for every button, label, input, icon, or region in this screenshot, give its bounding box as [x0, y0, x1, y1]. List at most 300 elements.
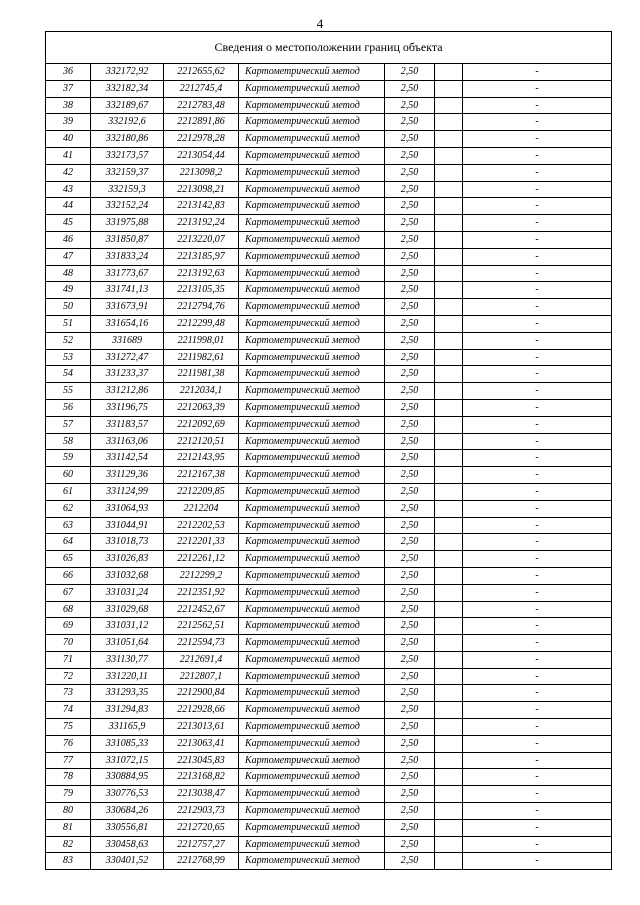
- table-row: [46, 114, 612, 131]
- description-cell: -: [463, 467, 612, 484]
- empty-cell: [435, 618, 463, 635]
- coordinate-y-cell: 2212143,95: [164, 450, 239, 467]
- table-row: [46, 786, 612, 803]
- empty-cell: [435, 198, 463, 215]
- method-cell: Картометрический метод: [239, 164, 385, 181]
- description-cell: -: [463, 483, 612, 500]
- coordinate-y-cell: 2213063,41: [164, 735, 239, 752]
- table-row: [46, 366, 612, 383]
- accuracy-cell: 2,50: [385, 114, 435, 131]
- empty-cell: [435, 80, 463, 97]
- table-row: [46, 517, 612, 534]
- description-cell: -: [463, 215, 612, 232]
- description-cell: -: [463, 164, 612, 181]
- accuracy-cell: 2,50: [385, 786, 435, 803]
- coordinate-x-cell: 330884,95: [91, 769, 164, 786]
- coordinate-y-cell: 2212655,62: [164, 64, 239, 81]
- coordinate-y-cell: 2213054,44: [164, 147, 239, 164]
- method-cell: Картометрический метод: [239, 299, 385, 316]
- description-cell: -: [463, 534, 612, 551]
- point-number-cell: 68: [46, 601, 91, 618]
- description-cell: -: [463, 551, 612, 568]
- method-cell: Картометрический метод: [239, 383, 385, 400]
- point-number-cell: 76: [46, 735, 91, 752]
- table-row: [46, 567, 612, 584]
- method-cell: Картометрический метод: [239, 416, 385, 433]
- accuracy-cell: 2,50: [385, 719, 435, 736]
- accuracy-cell: 2,50: [385, 836, 435, 853]
- point-number-cell: 47: [46, 248, 91, 265]
- description-cell: -: [463, 735, 612, 752]
- empty-cell: [435, 366, 463, 383]
- point-number-cell: 83: [46, 853, 91, 870]
- table-row: [46, 231, 612, 248]
- table-title: Сведения о местоположении границ объекта: [46, 32, 612, 64]
- table-row: [46, 803, 612, 820]
- method-cell: Картометрический метод: [239, 231, 385, 248]
- method-cell: Картометрический метод: [239, 786, 385, 803]
- point-number-cell: 40: [46, 131, 91, 148]
- table-row: [46, 164, 612, 181]
- table-header-row: [46, 32, 612, 64]
- coordinate-y-cell: 2212452,67: [164, 601, 239, 618]
- empty-cell: [435, 131, 463, 148]
- table-row: [46, 769, 612, 786]
- coordinate-x-cell: 331850,87: [91, 231, 164, 248]
- empty-cell: [435, 685, 463, 702]
- method-cell: Картометрический метод: [239, 265, 385, 282]
- coordinate-x-cell: 332152,24: [91, 198, 164, 215]
- method-cell: Картометрический метод: [239, 248, 385, 265]
- coordinate-x-cell: 331018,73: [91, 534, 164, 551]
- description-cell: -: [463, 299, 612, 316]
- page-number: 4: [316, 16, 324, 31]
- method-cell: Картометрический метод: [239, 366, 385, 383]
- coordinate-y-cell: 2212201,33: [164, 534, 239, 551]
- method-cell: Картометрический метод: [239, 702, 385, 719]
- empty-cell: [435, 836, 463, 853]
- description-cell: -: [463, 80, 612, 97]
- point-number-cell: 54: [46, 366, 91, 383]
- description-cell: -: [463, 97, 612, 114]
- coordinate-x-cell: 331072,15: [91, 752, 164, 769]
- coordinate-y-cell: 2212594,73: [164, 635, 239, 652]
- description-cell: -: [463, 635, 612, 652]
- point-number-cell: 46: [46, 231, 91, 248]
- point-number-cell: 58: [46, 433, 91, 450]
- accuracy-cell: 2,50: [385, 769, 435, 786]
- description-cell: -: [463, 567, 612, 584]
- point-number-cell: 61: [46, 483, 91, 500]
- point-number-cell: 66: [46, 567, 91, 584]
- coordinate-x-cell: 331654,16: [91, 315, 164, 332]
- table-row: [46, 416, 612, 433]
- accuracy-cell: 2,50: [385, 164, 435, 181]
- description-cell: -: [463, 450, 612, 467]
- table-row: [46, 383, 612, 400]
- empty-cell: [435, 332, 463, 349]
- method-cell: Картометрический метод: [239, 551, 385, 568]
- empty-cell: [435, 416, 463, 433]
- coordinate-x-cell: 331064,93: [91, 500, 164, 517]
- table-row: [46, 668, 612, 685]
- description-cell: -: [463, 685, 612, 702]
- method-cell: Картометрический метод: [239, 803, 385, 820]
- method-cell: Картометрический метод: [239, 735, 385, 752]
- accuracy-cell: 2,50: [385, 97, 435, 114]
- accuracy-cell: 2,50: [385, 551, 435, 568]
- coordinate-y-cell: 2212092,69: [164, 416, 239, 433]
- method-cell: Картометрический метод: [239, 769, 385, 786]
- coordinate-y-cell: 2212745,4: [164, 80, 239, 97]
- empty-cell: [435, 299, 463, 316]
- coordinate-y-cell: 2211998,01: [164, 332, 239, 349]
- description-cell: -: [463, 601, 612, 618]
- method-cell: Картометрический метод: [239, 719, 385, 736]
- point-number-cell: 82: [46, 836, 91, 853]
- method-cell: Картометрический метод: [239, 483, 385, 500]
- coordinate-y-cell: 2212299,2: [164, 567, 239, 584]
- coordinate-x-cell: 332189,67: [91, 97, 164, 114]
- description-cell: -: [463, 618, 612, 635]
- empty-cell: [435, 315, 463, 332]
- coordinate-y-cell: 2212757,27: [164, 836, 239, 853]
- method-cell: Картометрический метод: [239, 618, 385, 635]
- point-number-cell: 41: [46, 147, 91, 164]
- table-row: [46, 97, 612, 114]
- accuracy-cell: 2,50: [385, 349, 435, 366]
- table-body: [46, 64, 612, 870]
- accuracy-cell: 2,50: [385, 752, 435, 769]
- description-cell: -: [463, 64, 612, 81]
- coordinate-y-cell: 2212978,28: [164, 131, 239, 148]
- coordinate-y-cell: 2213185,97: [164, 248, 239, 265]
- description-cell: -: [463, 668, 612, 685]
- accuracy-cell: 2,50: [385, 416, 435, 433]
- description-cell: -: [463, 769, 612, 786]
- point-number-cell: 50: [46, 299, 91, 316]
- empty-cell: [435, 635, 463, 652]
- coordinate-y-cell: 2212783,48: [164, 97, 239, 114]
- description-cell: -: [463, 147, 612, 164]
- coordinate-y-cell: 2212720,65: [164, 819, 239, 836]
- method-cell: Картометрический метод: [239, 349, 385, 366]
- method-cell: Картометрический метод: [239, 467, 385, 484]
- empty-cell: [435, 450, 463, 467]
- empty-cell: [435, 399, 463, 416]
- coordinate-x-cell: 331029,68: [91, 601, 164, 618]
- coordinate-x-cell: 330401,52: [91, 853, 164, 870]
- empty-cell: [435, 181, 463, 198]
- description-cell: -: [463, 248, 612, 265]
- coordinate-x-cell: 331124,99: [91, 483, 164, 500]
- coordinate-x-cell: 331220,11: [91, 668, 164, 685]
- point-number-cell: 80: [46, 803, 91, 820]
- point-number-cell: 49: [46, 282, 91, 299]
- accuracy-cell: 2,50: [385, 567, 435, 584]
- point-number-cell: 56: [46, 399, 91, 416]
- point-number-cell: 75: [46, 719, 91, 736]
- coordinate-y-cell: 2212063,39: [164, 399, 239, 416]
- accuracy-cell: 2,50: [385, 685, 435, 702]
- coordinate-y-cell: 2212204: [164, 500, 239, 517]
- method-cell: Картометрический метод: [239, 147, 385, 164]
- method-cell: Картометрический метод: [239, 433, 385, 450]
- table-row: [46, 635, 612, 652]
- coordinate-y-cell: 2212794,76: [164, 299, 239, 316]
- empty-cell: [435, 164, 463, 181]
- method-cell: Картометрический метод: [239, 500, 385, 517]
- coordinate-y-cell: 2212299,48: [164, 315, 239, 332]
- method-cell: Картометрический метод: [239, 685, 385, 702]
- point-number-cell: 72: [46, 668, 91, 685]
- coordinate-x-cell: 331032,68: [91, 567, 164, 584]
- coordinate-x-cell: 330776,53: [91, 786, 164, 803]
- point-number-cell: 63: [46, 517, 91, 534]
- description-cell: -: [463, 332, 612, 349]
- description-cell: -: [463, 433, 612, 450]
- coordinate-y-cell: 2213192,24: [164, 215, 239, 232]
- description-cell: -: [463, 651, 612, 668]
- accuracy-cell: 2,50: [385, 231, 435, 248]
- coordinate-x-cell: 331129,36: [91, 467, 164, 484]
- method-cell: Картометрический метод: [239, 131, 385, 148]
- empty-cell: [435, 567, 463, 584]
- method-cell: Картометрический метод: [239, 97, 385, 114]
- method-cell: Картометрический метод: [239, 752, 385, 769]
- method-cell: Картометрический метод: [239, 399, 385, 416]
- description-cell: -: [463, 114, 612, 131]
- boundary-coordinates-table: [45, 31, 612, 870]
- empty-cell: [435, 483, 463, 500]
- coordinate-y-cell: 2212768,99: [164, 853, 239, 870]
- accuracy-cell: 2,50: [385, 131, 435, 148]
- method-cell: Картометрический метод: [239, 819, 385, 836]
- point-number-cell: 62: [46, 500, 91, 517]
- method-cell: Картометрический метод: [239, 332, 385, 349]
- method-cell: Картометрический метод: [239, 517, 385, 534]
- empty-cell: [435, 651, 463, 668]
- coordinate-x-cell: 332180,86: [91, 131, 164, 148]
- coordinate-x-cell: 331051,64: [91, 635, 164, 652]
- accuracy-cell: 2,50: [385, 80, 435, 97]
- accuracy-cell: 2,50: [385, 803, 435, 820]
- coordinate-x-cell: 331085,33: [91, 735, 164, 752]
- description-cell: -: [463, 752, 612, 769]
- coordinate-x-cell: 332172,92: [91, 64, 164, 81]
- point-number-cell: 71: [46, 651, 91, 668]
- coordinate-x-cell: 331183,57: [91, 416, 164, 433]
- point-number-cell: 67: [46, 584, 91, 601]
- table-row: [46, 299, 612, 316]
- accuracy-cell: 2,50: [385, 819, 435, 836]
- point-number-cell: 53: [46, 349, 91, 366]
- method-cell: Картометрический метод: [239, 651, 385, 668]
- point-number-cell: 81: [46, 819, 91, 836]
- accuracy-cell: 2,50: [385, 584, 435, 601]
- point-number-cell: 51: [46, 315, 91, 332]
- table-row: [46, 601, 612, 618]
- point-number-cell: 79: [46, 786, 91, 803]
- description-cell: -: [463, 265, 612, 282]
- accuracy-cell: 2,50: [385, 450, 435, 467]
- coordinate-y-cell: 2212120,51: [164, 433, 239, 450]
- description-cell: -: [463, 836, 612, 853]
- accuracy-cell: 2,50: [385, 635, 435, 652]
- table-row: [46, 719, 612, 736]
- method-cell: Картометрический метод: [239, 315, 385, 332]
- accuracy-cell: 2,50: [385, 517, 435, 534]
- coordinate-x-cell: 331196,75: [91, 399, 164, 416]
- coordinate-y-cell: 2212891,86: [164, 114, 239, 131]
- description-cell: -: [463, 131, 612, 148]
- point-number-cell: 52: [46, 332, 91, 349]
- coordinate-x-cell: 331142,54: [91, 450, 164, 467]
- coordinate-y-cell: 2213098,2: [164, 164, 239, 181]
- method-cell: Картометрический метод: [239, 853, 385, 870]
- point-number-cell: 59: [46, 450, 91, 467]
- coordinate-y-cell: 2213168,82: [164, 769, 239, 786]
- coordinate-x-cell: 331044,91: [91, 517, 164, 534]
- table-row: [46, 685, 612, 702]
- empty-cell: [435, 97, 463, 114]
- coordinate-x-cell: 331975,88: [91, 215, 164, 232]
- table-row: [46, 853, 612, 870]
- point-number-cell: 48: [46, 265, 91, 282]
- coordinate-x-cell: 331130,77: [91, 651, 164, 668]
- coordinate-x-cell: 330684,26: [91, 803, 164, 820]
- table-row: [46, 399, 612, 416]
- accuracy-cell: 2,50: [385, 147, 435, 164]
- empty-cell: [435, 534, 463, 551]
- coordinate-x-cell: 331689: [91, 332, 164, 349]
- coordinate-x-cell: 332159,37: [91, 164, 164, 181]
- method-cell: Картометрический метод: [239, 64, 385, 81]
- table-row: [46, 64, 612, 81]
- accuracy-cell: 2,50: [385, 198, 435, 215]
- accuracy-cell: 2,50: [385, 651, 435, 668]
- empty-cell: [435, 719, 463, 736]
- empty-cell: [435, 500, 463, 517]
- coordinate-x-cell: 331026,83: [91, 551, 164, 568]
- empty-cell: [435, 752, 463, 769]
- coordinate-x-cell: 331293,35: [91, 685, 164, 702]
- point-number-cell: 64: [46, 534, 91, 551]
- description-cell: -: [463, 786, 612, 803]
- coordinate-x-cell: 331163,06: [91, 433, 164, 450]
- coordinate-y-cell: 2213038,47: [164, 786, 239, 803]
- coordinate-y-cell: 2212691,4: [164, 651, 239, 668]
- coordinate-x-cell: 332159,3: [91, 181, 164, 198]
- accuracy-cell: 2,50: [385, 248, 435, 265]
- coordinate-y-cell: 2212202,53: [164, 517, 239, 534]
- coordinate-x-cell: 331833,24: [91, 248, 164, 265]
- accuracy-cell: 2,50: [385, 399, 435, 416]
- description-cell: -: [463, 853, 612, 870]
- method-cell: Картометрический метод: [239, 114, 385, 131]
- accuracy-cell: 2,50: [385, 467, 435, 484]
- point-number-cell: 43: [46, 181, 91, 198]
- description-cell: -: [463, 315, 612, 332]
- coordinate-x-cell: 331031,12: [91, 618, 164, 635]
- accuracy-cell: 2,50: [385, 702, 435, 719]
- point-number-cell: 74: [46, 702, 91, 719]
- table-row: [46, 450, 612, 467]
- table-row: [46, 315, 612, 332]
- coordinate-y-cell: 2213045,83: [164, 752, 239, 769]
- empty-cell: [435, 248, 463, 265]
- empty-cell: [435, 467, 463, 484]
- method-cell: Картометрический метод: [239, 534, 385, 551]
- point-number-cell: 65: [46, 551, 91, 568]
- point-number-cell: 36: [46, 64, 91, 81]
- description-cell: -: [463, 399, 612, 416]
- description-cell: -: [463, 198, 612, 215]
- accuracy-cell: 2,50: [385, 299, 435, 316]
- table-row: [46, 467, 612, 484]
- coordinate-x-cell: 331294,83: [91, 702, 164, 719]
- description-cell: -: [463, 416, 612, 433]
- empty-cell: [435, 147, 463, 164]
- description-cell: -: [463, 383, 612, 400]
- table-row: [46, 735, 612, 752]
- table-row: [46, 433, 612, 450]
- method-cell: Картометрический метод: [239, 836, 385, 853]
- table-row: [46, 181, 612, 198]
- method-cell: Картометрический метод: [239, 601, 385, 618]
- coordinate-x-cell: 332192,6: [91, 114, 164, 131]
- empty-cell: [435, 517, 463, 534]
- point-number-cell: 37: [46, 80, 91, 97]
- coordinate-x-cell: 332182,34: [91, 80, 164, 97]
- table-row: [46, 836, 612, 853]
- coordinate-y-cell: 2213013,61: [164, 719, 239, 736]
- accuracy-cell: 2,50: [385, 534, 435, 551]
- coordinate-y-cell: 2212167,38: [164, 467, 239, 484]
- accuracy-cell: 2,50: [385, 332, 435, 349]
- point-number-cell: 57: [46, 416, 91, 433]
- table-row: [46, 534, 612, 551]
- point-number-cell: 73: [46, 685, 91, 702]
- empty-cell: [435, 769, 463, 786]
- empty-cell: [435, 265, 463, 282]
- coordinate-y-cell: 2212900,84: [164, 685, 239, 702]
- table-row: [46, 215, 612, 232]
- table-row: [46, 752, 612, 769]
- method-cell: Картометрический метод: [239, 215, 385, 232]
- empty-cell: [435, 601, 463, 618]
- empty-cell: [435, 349, 463, 366]
- empty-cell: [435, 853, 463, 870]
- accuracy-cell: 2,50: [385, 215, 435, 232]
- coordinate-y-cell: 2213142,83: [164, 198, 239, 215]
- empty-cell: [435, 64, 463, 81]
- coordinate-x-cell: 331212,86: [91, 383, 164, 400]
- coordinate-x-cell: 330458,63: [91, 836, 164, 853]
- table-row: [46, 551, 612, 568]
- coordinate-x-cell: 331741,13: [91, 282, 164, 299]
- accuracy-cell: 2,50: [385, 735, 435, 752]
- empty-cell: [435, 786, 463, 803]
- table-row: [46, 349, 612, 366]
- description-cell: -: [463, 719, 612, 736]
- method-cell: Картометрический метод: [239, 450, 385, 467]
- coordinate-y-cell: 2212261,12: [164, 551, 239, 568]
- coordinate-x-cell: 331031,24: [91, 584, 164, 601]
- table-row: [46, 618, 612, 635]
- empty-cell: [435, 668, 463, 685]
- coordinate-y-cell: 2211982,61: [164, 349, 239, 366]
